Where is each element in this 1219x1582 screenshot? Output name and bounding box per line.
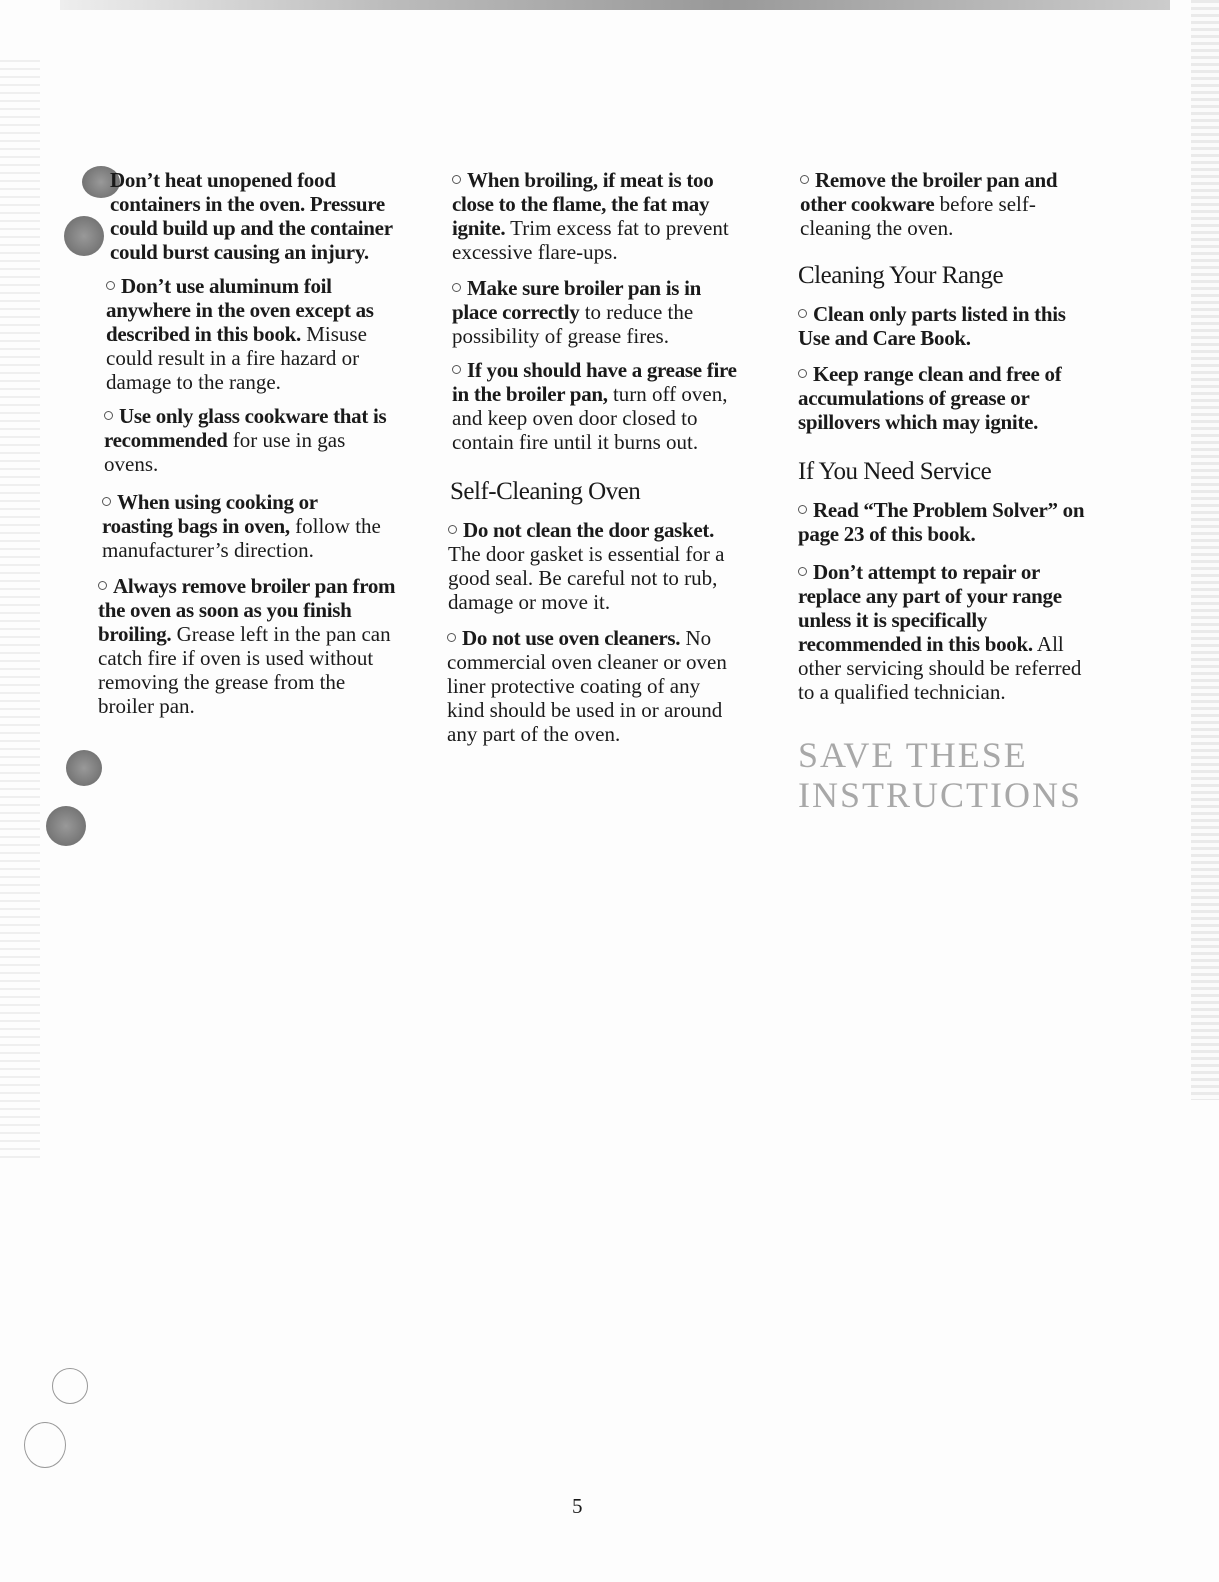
warning-item xyxy=(448,518,743,614)
warning-item xyxy=(452,358,742,454)
item-text: for use in gas ovens. xyxy=(104,428,346,476)
item-text: The door gasket is essential for a good seal. Be careful not to rub, damage or move it. xyxy=(448,542,725,614)
warning-item xyxy=(798,560,1098,704)
punch-hole-outline-icon xyxy=(24,1422,66,1468)
item-bold: Use only glass cookware that is recommended xyxy=(104,404,387,452)
bullet-icon xyxy=(798,567,807,576)
item-bold: Read “The Problem Solver” on page 23 of this book. xyxy=(798,498,1085,546)
item-text: Grease left in the pan can catch fire if oven is used without removing the grease from the broiler pan. xyxy=(98,622,391,718)
scan-edge-right xyxy=(1191,0,1219,1100)
item-text: Misuse could result in a fire hazard or damage to the range. xyxy=(106,322,367,394)
warning-item xyxy=(452,276,742,348)
bullet-icon xyxy=(452,365,461,374)
warning-item xyxy=(102,490,392,562)
item-bold: Remove the broiler pan and other cookware xyxy=(800,168,1058,216)
bullet-icon xyxy=(452,175,461,184)
punch-hole-icon xyxy=(64,216,104,256)
item-text: to reduce the possibility of grease fires. xyxy=(452,300,694,348)
item-bold: Do not use oven cleaners. xyxy=(462,626,681,650)
item-bold: Always remove broiler pan from the oven as soon as you finish broiling. xyxy=(98,574,396,646)
warning-item xyxy=(110,168,410,264)
bullet-icon xyxy=(104,411,113,420)
item-text: Trim excess fat to prevent excessive flare-ups. xyxy=(452,216,729,264)
bullet-icon xyxy=(798,369,807,378)
item-bold: Don’t use aluminum foil anywhere in the oven except as described in this book. xyxy=(106,274,374,346)
section-heading: Self-Cleaning Oven xyxy=(450,478,641,505)
bullet-icon xyxy=(106,281,115,290)
save-instructions-banner xyxy=(798,735,1082,815)
warning-item xyxy=(798,362,1068,434)
item-bold: Clean only parts listed in this Use and Care Book. xyxy=(798,302,1066,350)
item-bold: If you should have a grease fire in the broiler pan, xyxy=(452,358,737,406)
bullet-icon xyxy=(102,497,111,506)
item-bold: Don’t heat unopened food containers in the oven. Pressure could build up and the container could burst causing an injury. xyxy=(110,168,393,264)
item-text: No commercial oven cleaner or oven liner protective coating of any kind should be used in or around any part of the oven. xyxy=(447,626,727,746)
item-text: turn off oven, and keep oven door closed to contain fire until it burns out. xyxy=(452,382,728,454)
item-bold: Don’t attempt to repair or replace any part of your range unless it is specifically recommended in this book. xyxy=(798,560,1062,656)
bullet-icon xyxy=(798,309,807,318)
item-text: follow the manufacturer’s direction. xyxy=(102,514,381,562)
item-bold: Keep range clean and free of accumulations of grease or spillovers which may ignite. xyxy=(798,362,1062,434)
bullet-icon xyxy=(452,283,461,292)
section-heading: If You Need Service xyxy=(798,458,992,485)
item-text: before self-cleaning the oven. xyxy=(800,192,1036,240)
save-line-1: SAVE THESE xyxy=(798,735,1028,775)
page-number: 5 xyxy=(572,1494,583,1518)
scan-edge-left xyxy=(0,60,40,1160)
bullet-icon xyxy=(448,525,457,534)
punch-hole-outline-icon xyxy=(52,1368,88,1404)
item-bold: Do not clean the door gasket. xyxy=(463,518,715,542)
punch-hole-icon xyxy=(66,750,102,786)
item-bold: When using cooking or roasting bags in oven, xyxy=(102,490,318,538)
warning-item xyxy=(106,274,406,394)
bullet-icon xyxy=(447,633,456,642)
warning-item xyxy=(98,574,398,718)
warning-item xyxy=(798,302,1088,350)
item-text: All other servicing should be referred to a qualified technician. xyxy=(798,632,1082,704)
item-bold: When broiling, if meat is too close to the flame, the fat may ignite. xyxy=(452,168,714,240)
bullet-icon xyxy=(800,175,809,184)
warning-item xyxy=(798,498,1088,546)
bullet-icon xyxy=(98,581,107,590)
punch-hole-icon xyxy=(46,806,86,846)
item-bold: Make sure broiler pan is in place correctly xyxy=(452,276,702,324)
section-heading: Cleaning Your Range xyxy=(798,262,1004,289)
scan-edge-top xyxy=(60,0,1170,10)
warning-item xyxy=(104,404,404,476)
save-line-2: INSTRUCTIONS xyxy=(798,775,1083,815)
warning-item xyxy=(452,168,752,264)
bullet-icon xyxy=(798,505,807,514)
warning-item xyxy=(800,168,1080,240)
warning-item xyxy=(447,626,742,746)
